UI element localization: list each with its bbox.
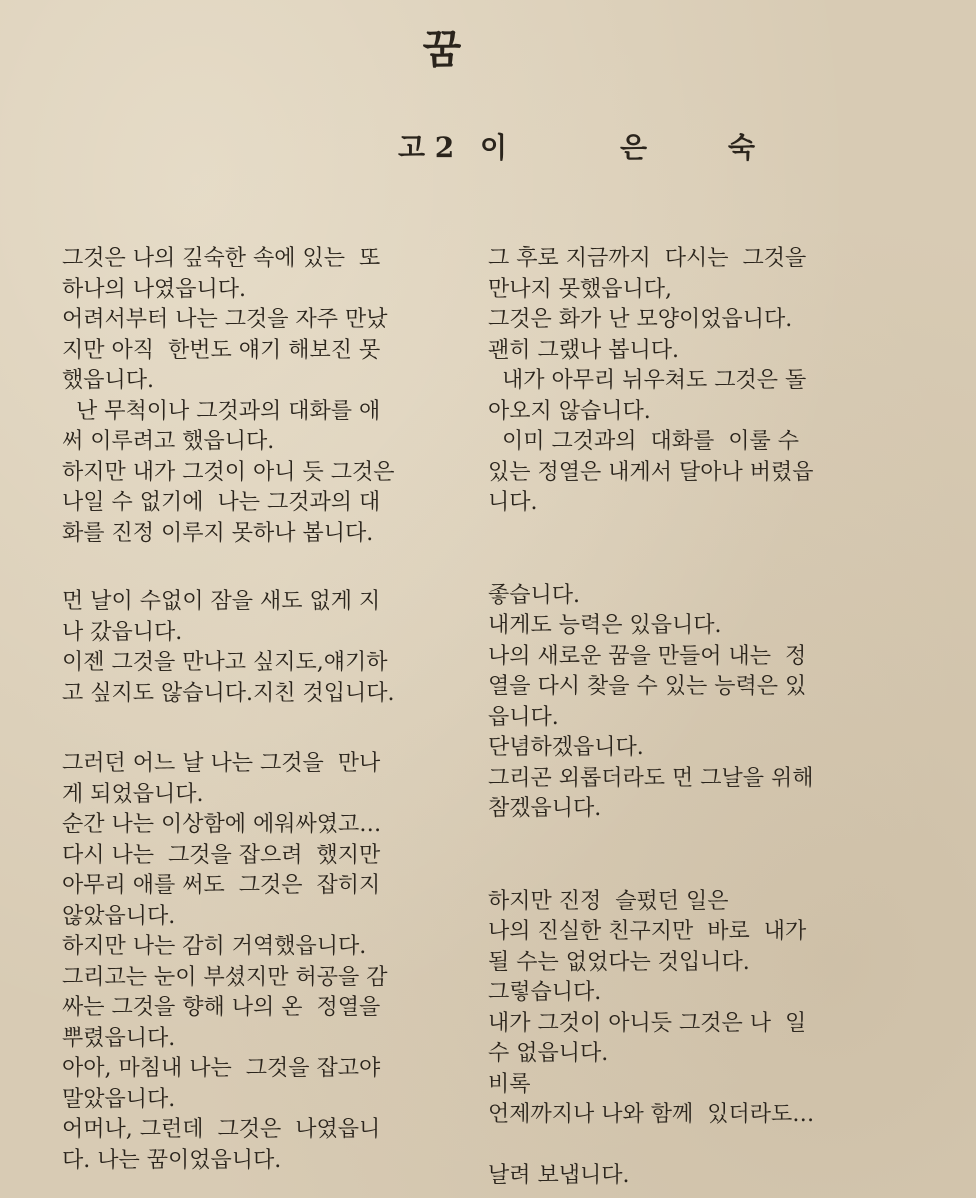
poem-line: 하지만 내가 그것이 아니 듯 그것은	[62, 459, 395, 485]
poem-line: 순간 나는 이상함에 에워싸였고…	[62, 812, 382, 837]
stanza-gap	[488, 825, 888, 887]
author-byline	[398, 126, 778, 166]
right-column	[488, 244, 888, 1191]
poem-line: 나 갔읍니다.	[62, 619, 183, 645]
poem-line: 어려서부터 나는 그것을 자주 만났	[62, 307, 388, 332]
poem-line: 언제까지나 나와 함께 있더라도…	[488, 1102, 815, 1127]
stanza-gap	[488, 1131, 888, 1161]
poem-line: 다시 나는 그것을 잡으려 했지만	[62, 842, 381, 868]
poem-line: 니다.	[488, 490, 538, 515]
poem-line: 나의 새로운 꿈을 만들어 내는 정	[488, 643, 807, 669]
poem-line: 날려 보냅니다.	[488, 1162, 630, 1188]
poem-line: 이젠 그것을 만나고 싶지도,얘기하	[62, 650, 388, 675]
poem-line: 다. 나는 꿈이었읍니다.	[62, 1147, 282, 1173]
poem-line: 먼 날이 수없이 잠을 새도 없게 지	[62, 589, 381, 614]
right-stanza-2	[488, 581, 888, 825]
poem-line: 그리고는 눈이 부셨지만 허공을 감	[62, 964, 388, 990]
poem-line: 싸는 그것을 향해 나의 온 정열을	[62, 995, 381, 1020]
poem-line: 게 되었읍니다.	[62, 781, 204, 807]
poem-line: 나의 진실한 친구지만 바로 내가	[488, 919, 807, 944]
poem-line: 지만 아직 한번도 얘기 해보진 못	[62, 337, 381, 363]
stanza-gap	[62, 709, 462, 749]
poem-line: 그것은 나의 깊숙한 속에 있는 또	[62, 246, 381, 271]
poem-line: 괜히 그랬나 봅니다.	[488, 337, 679, 363]
right-stanza-4	[488, 1161, 888, 1192]
poem-line: 나일 수 없기에 나는 그것과의 대	[62, 490, 381, 515]
right-stanza-3	[488, 887, 888, 1131]
poem-line: 아무리 애를 써도 그것은 잡히지	[62, 873, 381, 898]
author-grade: 고 2	[398, 131, 455, 164]
poem-line: 단념하겠읍니다.	[488, 735, 644, 760]
poem-line: 열을 다시 찾을 수 있는 능력은 있	[488, 674, 807, 699]
poem-line: 그렇습니다.	[488, 980, 602, 1005]
stanza-gap	[62, 549, 462, 587]
poem-line: 써 이루려고 했읍니다.	[62, 429, 275, 454]
author-name-char-1: 이	[480, 131, 508, 164]
poem-line: 될 수는 없었다는 것입니다.	[488, 949, 750, 975]
poem-line: 비록	[488, 1071, 531, 1097]
poem-line: 참겠읍니다.	[488, 796, 602, 821]
poem-line: 어머나, 그런데 그것은 나였읍니	[62, 1117, 381, 1142]
left-stanza-1	[62, 244, 462, 549]
poem-line: 하나의 나였읍니다.	[62, 276, 247, 302]
poem-line: 그것은 화가 난 모양이었읍니다.	[488, 307, 793, 332]
poem-line: 했읍니다.	[62, 368, 155, 393]
poem-line: 이미 그것과의 대화를 이룰 수	[488, 429, 799, 454]
poem-line: 수 없읍니다.	[488, 1041, 609, 1066]
poem-line: 내가 그것이 아니듯 그것은 나 일	[488, 1010, 807, 1036]
poem-line: 좋습니다.	[488, 582, 581, 608]
author-name-char-2: 은	[620, 131, 648, 164]
poem-line: 그러던 어느 날 나는 그것을 만나	[62, 751, 381, 776]
poem-line: 고 싶지도 않습니다.지친 것입니다.	[62, 680, 395, 706]
poem-line: 그 후로 지금까지 다시는 그것을	[488, 246, 807, 271]
poem-line: 아아, 마침내 나는 그것을 잡고야	[62, 1056, 381, 1081]
poem-line: 하지만 나는 감히 거역했읍니다.	[62, 934, 367, 959]
poem-line: 뿌렸읍니다.	[62, 1025, 176, 1051]
stanza-gap	[488, 519, 888, 581]
poem-line: 내가 아무리 뉘우쳐도 그것은 돌	[488, 368, 807, 393]
poem-line: 화를 진정 이루지 못하나 봅니다.	[62, 520, 374, 546]
poem-title: 꿈	[422, 26, 464, 73]
poem-line: 그리곤 외롭더라도 먼 그날을 위해	[488, 765, 814, 791]
poem-line: 않았읍니다.	[62, 903, 176, 929]
poem-line: 있는 정열은 내게서 달아나 버렸읍	[488, 459, 814, 485]
left-stanza-2	[62, 587, 462, 709]
poem-line: 하지만 진정 슬펐던 일은	[488, 888, 729, 914]
poem-line: 내게도 능력은 있읍니다.	[488, 613, 722, 638]
left-stanza-3	[62, 749, 462, 1176]
poem-line: 말았읍니다.	[62, 1086, 176, 1112]
right-stanza-1	[488, 244, 888, 519]
poem-line: 난 무척이나 그것과의 대화를 애	[62, 398, 381, 424]
author-name-char-3: 숙	[728, 131, 756, 164]
left-column	[62, 244, 462, 1176]
poem-line: 아오지 않습니다.	[488, 398, 651, 424]
poem-line: 만나지 못했읍니다,	[488, 276, 673, 302]
poem-line: 읍니다.	[488, 704, 559, 730]
